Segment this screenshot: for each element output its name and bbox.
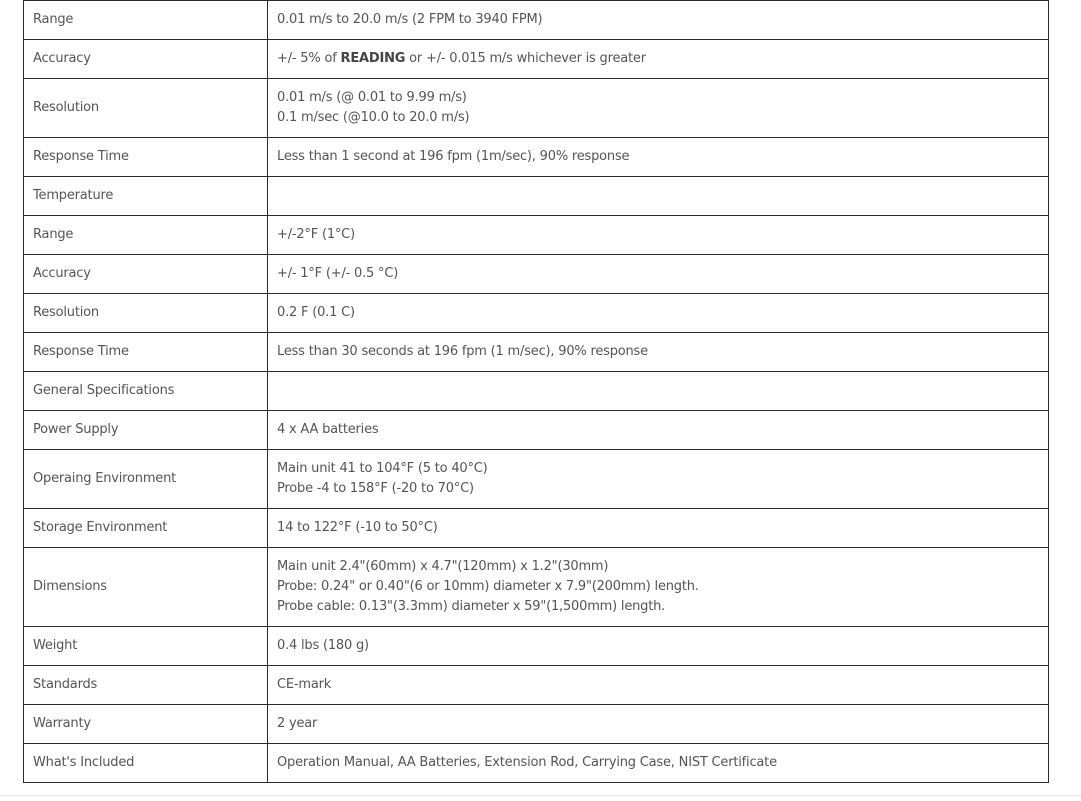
table-row <box>24 627 1049 666</box>
spec-value-line: 2 year <box>277 716 318 731</box>
spec-value-emphasis: READING <box>340 51 406 66</box>
table-row <box>24 666 1049 705</box>
spec-value-text: or +/- 0.015 m/s whichever is greater <box>405 51 646 66</box>
spec-value <box>268 666 1049 705</box>
section-heading: Temperature <box>24 177 268 216</box>
spec-value-line: Less than 1 second at 196 fpm (1m/sec), 90% response <box>277 149 630 164</box>
spec-value <box>268 216 1049 255</box>
spec-value-line: Main unit 2.4"(60mm) x 4.7"(120mm) x 1.2"(30mm) <box>277 559 609 574</box>
spec-label: Resolution <box>24 79 268 138</box>
spec-value <box>268 411 1049 450</box>
spec-value-line: Operation Manual, AA Batteries, Extension Rod, Carrying Case, NIST Certificate <box>277 755 777 770</box>
spec-label: Resolution <box>24 294 268 333</box>
spec-value-line: 14 to 122°F (-10 to 50°C) <box>277 520 438 535</box>
spec-value <box>268 333 1049 372</box>
table-row <box>24 411 1049 450</box>
section-row <box>24 177 1049 216</box>
spec-label: Accuracy <box>24 40 268 79</box>
spec-value <box>268 177 1049 216</box>
spec-value-line: 0.01 m/s (@ 0.01 to 9.99 m/s) <box>277 90 467 105</box>
section-heading: General Specifications <box>24 372 268 411</box>
spec-label: Warranty <box>24 705 268 744</box>
spec-value <box>268 138 1049 177</box>
spec-value <box>268 1 1049 40</box>
spec-value-line: Less than 30 seconds at 196 fpm (1 m/sec), 90% response <box>277 344 648 359</box>
table-row <box>24 450 1049 509</box>
spec-value-line: +/-2°F (1°C) <box>277 227 355 242</box>
spec-label: Range <box>24 216 268 255</box>
table-row <box>24 79 1049 138</box>
spec-value <box>268 705 1049 744</box>
spec-value <box>268 509 1049 548</box>
spec-value <box>268 372 1049 411</box>
spec-label: Accuracy <box>24 255 268 294</box>
spec-value <box>268 450 1049 509</box>
spec-value <box>268 744 1049 783</box>
spec-value-text: +/- 5% of <box>277 51 341 66</box>
table-row <box>24 333 1049 372</box>
spec-value <box>268 294 1049 333</box>
spec-value <box>268 40 1049 79</box>
specifications-table <box>23 0 1049 783</box>
spec-value-line: Probe: 0.24" or 0.40"(6 or 10mm) diameter x 7.9"(200mm) length. <box>277 579 699 594</box>
table-row <box>24 294 1049 333</box>
spec-value-line: 0.2 F (0.1 C) <box>277 305 355 320</box>
spec-value <box>268 255 1049 294</box>
spec-label: What's Included <box>24 744 268 783</box>
spec-value-line: CE-mark <box>277 677 332 692</box>
spec-value-line: 0.4 lbs (180 g) <box>277 638 369 653</box>
spec-label: Response Time <box>24 333 268 372</box>
spec-value-line: 0.01 m/s to 20.0 m/s (2 FPM to 3940 FPM) <box>277 12 543 27</box>
table-row <box>24 138 1049 177</box>
section-row <box>24 372 1049 411</box>
spec-label: Storage Environment <box>24 509 268 548</box>
spec-value-line: Probe cable: 0.13"(3.3mm) diameter x 59"(1,500mm) length. <box>277 599 666 614</box>
table-row <box>24 255 1049 294</box>
spec-label: Standards <box>24 666 268 705</box>
table-row <box>24 1 1049 40</box>
table-row <box>24 705 1049 744</box>
spec-value <box>268 548 1049 627</box>
table-row <box>24 744 1049 783</box>
spec-label: Power Supply <box>24 411 268 450</box>
spec-label: Range <box>24 1 268 40</box>
spec-label: Response Time <box>24 138 268 177</box>
table-row <box>24 216 1049 255</box>
spec-label: Dimensions <box>24 548 268 627</box>
spec-value <box>268 79 1049 138</box>
spec-value-line: Probe -4 to 158°F (-20 to 70°C) <box>277 481 474 496</box>
spec-label: Operaing Environment <box>24 450 268 509</box>
table-row <box>24 509 1049 548</box>
spec-value-line: 4 x AA batteries <box>277 422 379 437</box>
table-row <box>24 40 1049 79</box>
spec-value-line: 0.1 m/sec (@10.0 to 20.0 m/s) <box>277 110 470 125</box>
spec-value-line: Main unit 41 to 104°F (5 to 40°C) <box>277 461 488 476</box>
spec-label: Weight <box>24 627 268 666</box>
spec-value <box>268 627 1049 666</box>
table-row <box>24 548 1049 627</box>
spec-value-line: +/- 1°F (+/- 0.5 °C) <box>277 266 399 281</box>
page-divider <box>0 795 1081 796</box>
